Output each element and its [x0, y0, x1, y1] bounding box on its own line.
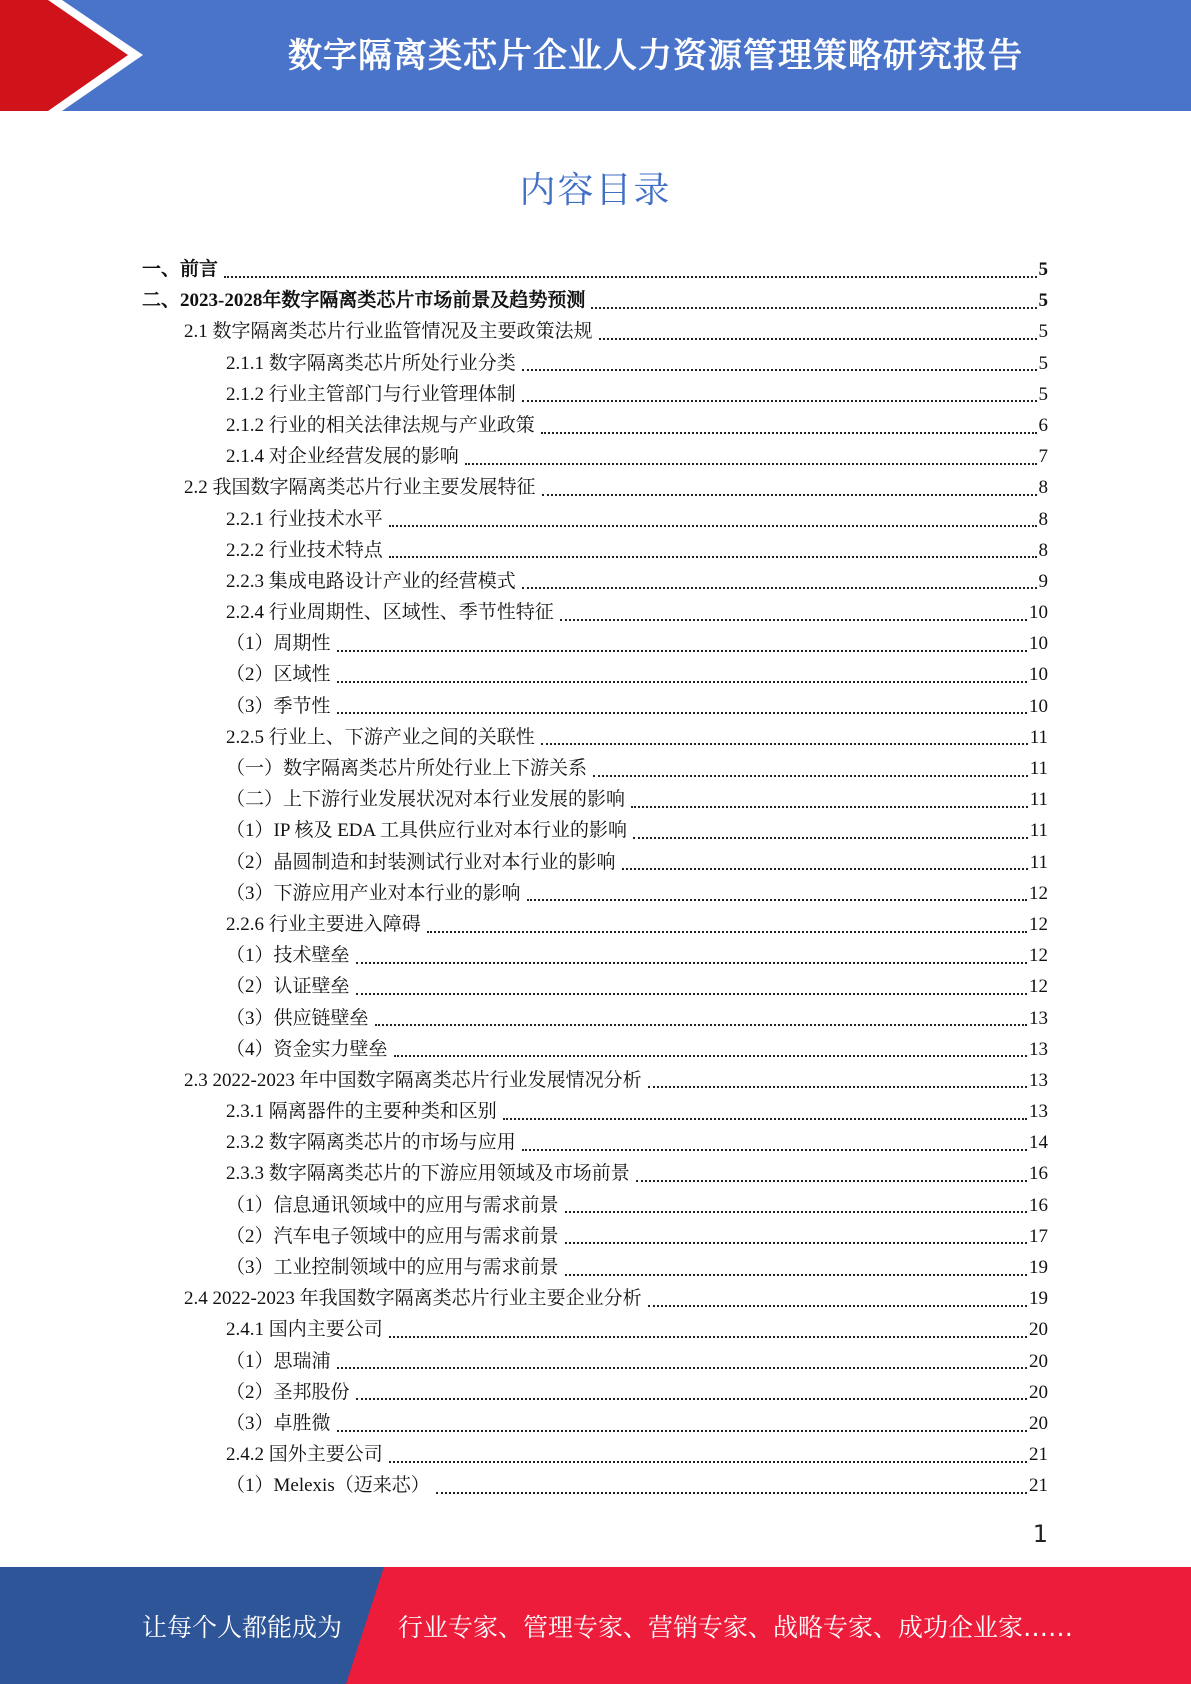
toc-entry-label: （1）周期性 [226, 633, 331, 655]
document-title: 数字隔离类芯片企业人力资源管理策略研究报告 [288, 35, 1023, 76]
toc-entry-label: （2）圣邦股份 [226, 1381, 350, 1403]
toc-leader-dots [337, 681, 1027, 683]
toc-entry-page: 13 [1029, 1038, 1048, 1060]
toc-leader-dots [527, 899, 1027, 901]
toc-entry-page: 14 [1029, 1132, 1048, 1154]
toc-entry[interactable] [142, 535, 1048, 566]
toc-entry-label: （1）Melexis（迈来芯） [226, 1475, 430, 1497]
toc-leader-dots [337, 650, 1027, 652]
toc-entry-label: 二、2023-2028年数字隔离类芯片市场前景及趋势预测 [142, 290, 586, 312]
toc-entry-label: （3）工业控制领域中的应用与需求前景 [226, 1257, 559, 1278]
toc-entry[interactable] [142, 659, 1048, 690]
toc-entry[interactable] [142, 628, 1048, 659]
toc-entry[interactable] [142, 566, 1048, 597]
toc-entry-page: 9 [1038, 570, 1048, 592]
toc-entry[interactable] [142, 1283, 1048, 1314]
toc-entry-page: 12 [1029, 945, 1048, 967]
toc-entry[interactable] [142, 691, 1048, 722]
toc-entry[interactable] [142, 784, 1048, 815]
toc-entry-label: （2）区域性 [226, 664, 331, 686]
toc-leader-dots [356, 1398, 1027, 1400]
toc-leader-dots [633, 837, 1028, 839]
toc-entry-page: 5 [1038, 383, 1048, 405]
toc-leader-dots [648, 1305, 1027, 1307]
toc-entry-page: 8 [1038, 539, 1048, 561]
toc-entry[interactable] [142, 1470, 1048, 1501]
toc-entry-label: （1）IP 核及 EDA 工具供应行业对本行业的影响 [226, 820, 627, 842]
toc-entry[interactable] [142, 909, 1048, 940]
toc-entry-label: 一、前言 [142, 259, 219, 280]
toc-entry-label: 2.2.1 行业技术水平 [226, 508, 383, 530]
toc-leader-dots [465, 463, 1037, 465]
toc-entry-page: 6 [1038, 414, 1048, 436]
toc-entry-page: 5 [1038, 352, 1048, 374]
toc-leader-dots [375, 1024, 1027, 1026]
toc-entry-page: 16 [1029, 1163, 1048, 1185]
toc-entry[interactable] [142, 1127, 1048, 1158]
toc-leader-dots [427, 931, 1027, 933]
toc-entry-label: （1）技术壁垒 [226, 945, 350, 967]
toc-entry-page: 11 [1029, 820, 1048, 842]
toc-entry[interactable] [142, 441, 1048, 472]
toc-entry-page: 19 [1029, 1288, 1048, 1310]
toc-leader-dots [522, 369, 1037, 371]
toc-leader-dots [631, 806, 1028, 808]
toc-leader-dots [542, 494, 1037, 496]
header-banner [0, 0, 1191, 111]
toc-leader-dots [522, 400, 1037, 402]
toc-entry-page: 5 [1038, 290, 1048, 312]
toc-entry-label: 2.4.1 国内主要公司 [226, 1319, 383, 1341]
toc-entry-page: 5 [1038, 321, 1048, 343]
toc-entry[interactable] [142, 722, 1048, 753]
toc-entry-page: 13 [1029, 1101, 1048, 1123]
toc-entry-label: （4）资金实力壁垒 [226, 1038, 388, 1060]
toc-leader-dots [337, 712, 1027, 714]
toc-leader-dots [648, 1086, 1027, 1088]
toc-entry-label: （二）上下游行业发展状况对本行业发展的影响 [226, 789, 626, 811]
toc-entry[interactable] [142, 1096, 1048, 1127]
toc-entry[interactable] [142, 971, 1048, 1002]
toc-entry[interactable] [142, 379, 1048, 410]
toc-entry[interactable] [142, 597, 1048, 628]
toc-entry[interactable] [142, 1158, 1048, 1189]
toc-entry-page: 20 [1029, 1381, 1048, 1403]
toc-entry-page: 8 [1038, 508, 1048, 530]
toc-entry-label: 2.2.3 集成电路设计产业的经营模式 [226, 570, 516, 592]
toc-entry-label: 2.1.2 行业的相关法律法规与产业政策 [226, 414, 535, 436]
toc-leader-dots [522, 1149, 1027, 1151]
toc-entry-page: 13 [1029, 1007, 1048, 1029]
toc-entry-page: 10 [1029, 695, 1048, 717]
toc-entry[interactable] [142, 348, 1048, 379]
toc-entry-label: 2.4.2 国外主要公司 [226, 1444, 383, 1466]
toc-entry-page: 20 [1029, 1350, 1048, 1372]
toc-leader-dots [389, 1336, 1027, 1338]
toc-entry[interactable] [142, 1439, 1048, 1470]
toc-entry-label: 2.3.3 数字隔离类芯片的下游应用领域及市场前景 [226, 1163, 630, 1185]
toc-entry-page: 13 [1029, 1069, 1048, 1091]
toc-entry[interactable] [142, 847, 1048, 878]
toc-leader-dots [389, 525, 1037, 527]
toc-leader-dots [593, 775, 1028, 777]
toc-leader-dots [622, 868, 1028, 870]
toc-leader-dots [636, 1180, 1027, 1182]
toc-leader-dots [436, 1492, 1027, 1494]
toc-entry-label: 2.1 数字隔离类芯片行业监管情况及主要政策法规 [184, 321, 593, 343]
toc-entry[interactable] [142, 815, 1048, 846]
toc-entry-page: 10 [1029, 664, 1048, 686]
toc-entry-label: 2.2 我国数字隔离类芯片行业主要发展特征 [184, 477, 536, 499]
toc-entry[interactable] [142, 1408, 1048, 1439]
toc-entry-label: 2.1.2 行业主管部门与行业管理体制 [226, 383, 516, 405]
toc-entry-label: （3）供应链壁垒 [226, 1007, 369, 1029]
toc-leader-dots [389, 1461, 1027, 1463]
footer-slogan-left: 让每个人都能成为 [142, 1612, 343, 1642]
toc-entry-label: （2）认证壁垒 [226, 976, 350, 998]
toc-entry-label: 2.3.1 隔离器件的主要种类和区别 [226, 1101, 497, 1123]
toc-entry[interactable] [142, 254, 1048, 285]
toc-entry-page: 20 [1029, 1412, 1048, 1434]
toc-entry-label: 2.1.1 数字隔离类芯片所处行业分类 [226, 352, 516, 374]
toc-entry-label: （1）思瑞浦 [226, 1350, 331, 1372]
toc-entry-label: 2.4 2022-2023 年我国数字隔离类芯片行业主要企业分析 [184, 1288, 642, 1310]
toc-entry[interactable] [142, 410, 1048, 441]
toc-leader-dots [565, 1242, 1027, 1244]
toc-entry-label: （2）汽车电子领域中的应用与需求前景 [226, 1225, 559, 1247]
toc-entry-page: 20 [1029, 1319, 1048, 1341]
toc-entry-page: 11 [1029, 789, 1048, 811]
toc-entry-label: （3）季节性 [226, 695, 331, 717]
toc-entry[interactable] [142, 1034, 1048, 1065]
toc-entry-label: （一）数字隔离类芯片所处行业上下游关系 [226, 758, 588, 779]
toc-entry-page: 5 [1038, 259, 1048, 280]
toc-entry[interactable] [142, 472, 1048, 503]
toc-leader-dots [356, 962, 1027, 964]
toc-leader-dots [503, 1118, 1027, 1120]
toc-leader-dots [337, 1367, 1027, 1369]
toc-leader-dots [560, 619, 1027, 621]
toc-entry-label: （3）卓胜微 [226, 1412, 331, 1434]
toc-entry-label: （2）晶圆制造和封装测试行业对本行业的影响 [226, 851, 616, 873]
toc-entry-label: （3）下游应用产业对本行业的影响 [226, 882, 521, 904]
toc-entry-label: 2.2.2 行业技术特点 [226, 539, 383, 561]
toc-entry-page: 21 [1029, 1475, 1048, 1497]
toc-entry-page: 10 [1029, 602, 1048, 624]
toc-entry[interactable] [142, 1003, 1048, 1034]
toc-leader-dots [394, 1055, 1027, 1057]
toc-entry[interactable] [142, 1221, 1048, 1252]
footer-banner [0, 1567, 1191, 1684]
toc-heading: 内容目录 [519, 170, 672, 211]
toc-entry-page: 11 [1029, 851, 1048, 873]
toc-entry-label: 2.3.2 数字隔离类芯片的市场与应用 [226, 1132, 516, 1154]
toc-leader-dots [337, 1430, 1027, 1432]
toc-entry-page: 8 [1038, 477, 1048, 499]
toc-entry[interactable] [142, 1314, 1048, 1345]
toc-entry[interactable] [142, 878, 1048, 909]
toc-entry[interactable] [142, 285, 1048, 316]
toc-entry-page: 7 [1038, 446, 1048, 468]
toc-entry-label: 2.2.4 行业周期性、区域性、季节性特征 [226, 602, 554, 624]
table-of-contents [142, 254, 1048, 1502]
toc-entry[interactable] [142, 1252, 1048, 1283]
toc-entry-page: 11 [1029, 758, 1048, 779]
toc-leader-dots [541, 432, 1037, 434]
toc-entry[interactable] [142, 753, 1048, 784]
toc-entry-label: 2.2.6 行业主要进入障碍 [226, 913, 421, 935]
toc-entry-page: 17 [1029, 1225, 1048, 1247]
toc-leader-dots [565, 1211, 1027, 1213]
toc-entry[interactable] [142, 1377, 1048, 1408]
toc-entry[interactable] [142, 504, 1048, 535]
toc-leader-dots [522, 587, 1037, 589]
toc-entry-label: 2.1.4 对企业经营发展的影响 [226, 446, 459, 468]
toc-entry-page: 11 [1029, 726, 1048, 748]
toc-entry-label: （1）信息通讯领域中的应用与需求前景 [226, 1194, 559, 1216]
toc-entry[interactable] [142, 940, 1048, 971]
page-number: 1 [1032, 1520, 1048, 1548]
toc-leader-dots [599, 338, 1037, 340]
toc-entry-label: 2.2.5 行业上、下游产业之间的关联性 [226, 726, 535, 748]
toc-entry-page: 10 [1029, 633, 1048, 655]
toc-leader-dots [591, 307, 1036, 309]
footer-slogan-right: 行业专家、管理专家、营销专家、战略专家、成功企业家…… [398, 1612, 1074, 1642]
toc-leader-dots [356, 993, 1027, 995]
toc-entry[interactable] [142, 316, 1048, 347]
toc-entry-page: 19 [1029, 1257, 1048, 1278]
toc-entry-page: 12 [1029, 976, 1048, 998]
toc-entry[interactable] [142, 1065, 1048, 1096]
toc-entry-page: 21 [1029, 1444, 1048, 1466]
toc-entry-page: 16 [1029, 1194, 1048, 1216]
toc-leader-dots [389, 556, 1037, 558]
toc-leader-dots [224, 276, 1036, 278]
toc-leader-dots [541, 743, 1028, 745]
toc-entry[interactable] [142, 1346, 1048, 1377]
toc-entry[interactable] [142, 1190, 1048, 1221]
toc-leader-dots [565, 1274, 1027, 1276]
toc-entry-label: 2.3 2022-2023 年中国数字隔离类芯片行业发展情况分析 [184, 1069, 642, 1091]
toc-entry-page: 12 [1029, 913, 1048, 935]
toc-entry-page: 12 [1029, 882, 1048, 904]
